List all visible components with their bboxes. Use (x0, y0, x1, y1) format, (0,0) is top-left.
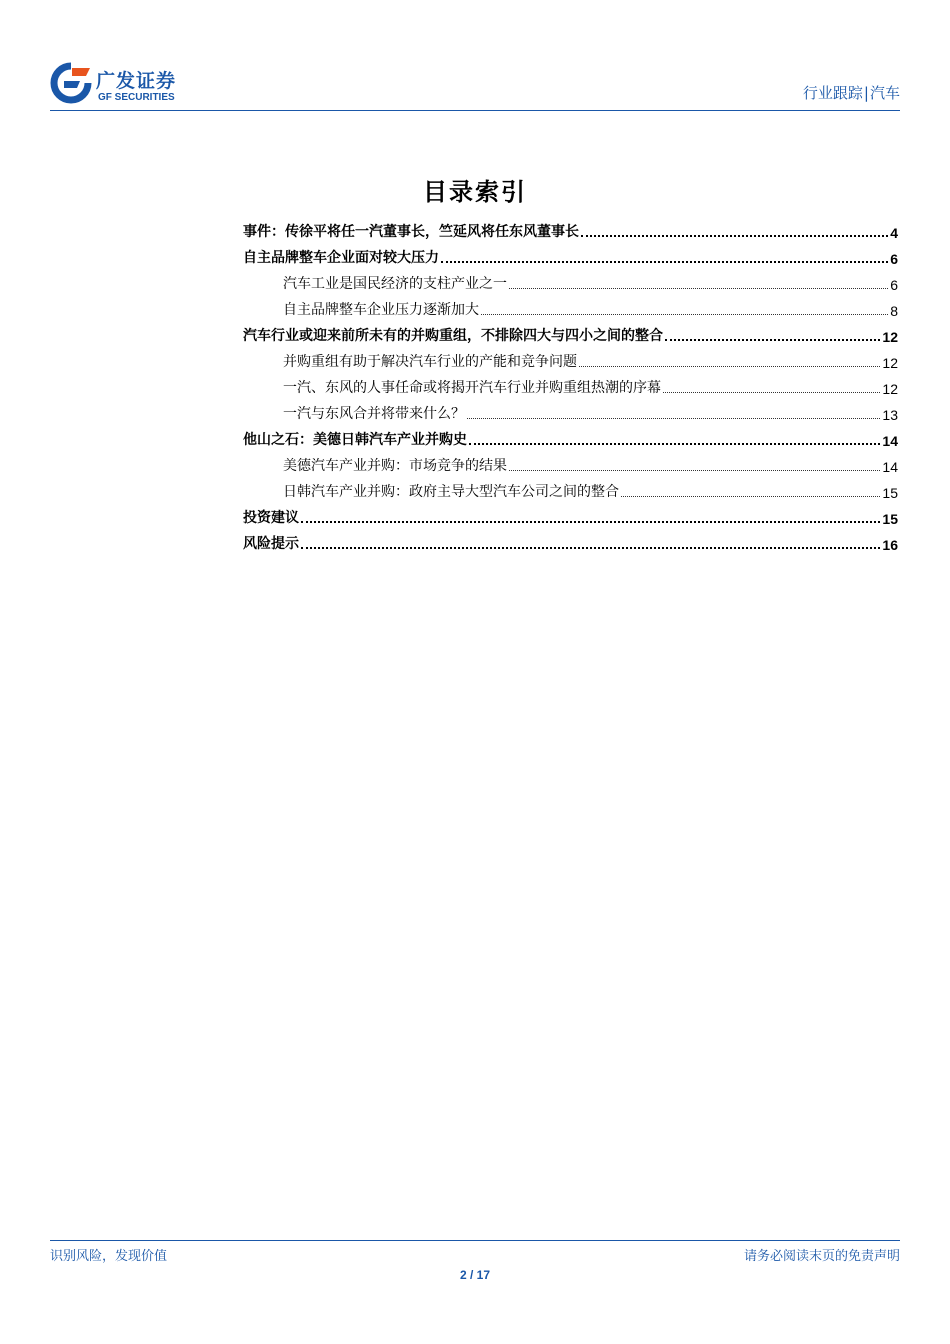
toc-entry[interactable] (243, 423, 898, 449)
toc-entry-text: 日韩汽车产业并购：政府主导大型汽车公司之间的整合 (283, 484, 619, 500)
toc-entry-page: 15 (882, 485, 898, 501)
toc-entry-text: 自主品牌整车企业压力逐渐加大 (283, 302, 479, 318)
toc-entry-page: 14 (882, 433, 898, 449)
toc-entry-text: 自主品牌整车企业面对较大压力 (243, 250, 439, 266)
toc-subentry[interactable] (243, 397, 898, 423)
brand-name-cn: 广发证券 (96, 70, 177, 92)
footer-divider (50, 1240, 900, 1241)
toc-entry-text: 他山之石：美德日韩汽车产业并购史 (243, 432, 467, 448)
toc-leader-dots (441, 261, 888, 263)
toc-leader-dots (579, 366, 880, 367)
toc-subentry[interactable] (243, 293, 898, 319)
toc-leader-dots (509, 288, 888, 289)
gf-securities-logo (50, 60, 210, 110)
toc-subentry[interactable] (243, 345, 898, 371)
toc-entry-text: 美德汽车产业并购：市场竞争的结果 (283, 458, 507, 474)
footer-disclaimer-note: 请务必阅读末页的免责声明 (743, 1249, 900, 1264)
toc-entry-text: 汽车行业或迎来前所未有的并购重组，不排除四大与四小之间的整合 (243, 328, 663, 344)
page-number: 2 / 17 (459, 1268, 491, 1282)
page-header (50, 60, 900, 110)
toc-leader-dots (467, 418, 880, 419)
toc-entry-page: 13 (882, 407, 898, 423)
toc-entry-page: 6 (890, 277, 898, 293)
toc-entry-page: 12 (882, 329, 898, 345)
toc-leader-dots (301, 521, 880, 523)
toc-entry-page: 8 (890, 303, 898, 319)
toc-entry[interactable] (243, 527, 898, 553)
toc-entry-page: 6 (890, 251, 898, 267)
table-of-contents (243, 215, 898, 553)
toc-entry-text: 一汽与东风合并将带来什么？ (283, 406, 465, 422)
toc-subentry[interactable] (243, 475, 898, 501)
gf-logo-icon (50, 62, 92, 104)
toc-entry[interactable] (243, 501, 898, 527)
toc-subentry[interactable] (243, 371, 898, 397)
toc-leader-dots (581, 235, 888, 237)
toc-title: 目录索引 (423, 177, 527, 206)
toc-entry-text: 事件：传徐平将任一汽董事长，竺延风将任东风董事长 (243, 224, 579, 240)
toc-entry-text: 风险提示 (243, 536, 299, 552)
toc-entry-page: 14 (882, 459, 898, 475)
toc-leader-dots (663, 392, 880, 393)
toc-leader-dots (481, 314, 888, 315)
toc-entry-text: 投资建议 (243, 510, 299, 526)
toc-entry-text: 并购重组有助于解决汽车行业的产能和竞争问题 (283, 354, 577, 370)
toc-subentry[interactable] (243, 449, 898, 475)
toc-entry-page: 4 (890, 225, 898, 241)
toc-entry-text: 汽车工业是国民经济的支柱产业之一 (283, 276, 507, 292)
report-category (803, 82, 900, 103)
toc-leader-dots (301, 547, 880, 549)
toc-entry[interactable] (243, 215, 898, 241)
brand-name-en: GF SECURITIES (98, 92, 175, 103)
toc-leader-dots (621, 496, 880, 497)
toc-subentry[interactable] (243, 267, 898, 293)
toc-entry[interactable] (243, 319, 898, 345)
toc-leader-dots (469, 443, 880, 445)
category-separator: | (863, 84, 869, 102)
toc-entry-page: 12 (882, 381, 898, 397)
toc-entry-page: 15 (882, 511, 898, 527)
toc-entry-text: 一汽、东风的人事任命或将揭开汽车行业并购重组热潮的序幕 (283, 380, 661, 396)
toc-entry-page: 16 (882, 537, 898, 553)
footer-slogan: 识别风险，发现价值 (50, 1249, 168, 1264)
report-type: 行业跟踪 (802, 84, 863, 102)
toc-entry-page: 12 (882, 355, 898, 371)
toc-leader-dots (509, 470, 880, 471)
toc-leader-dots (665, 339, 880, 341)
toc-entry[interactable] (243, 241, 898, 267)
industry-name: 汽车 (869, 84, 900, 102)
header-divider (50, 110, 900, 111)
